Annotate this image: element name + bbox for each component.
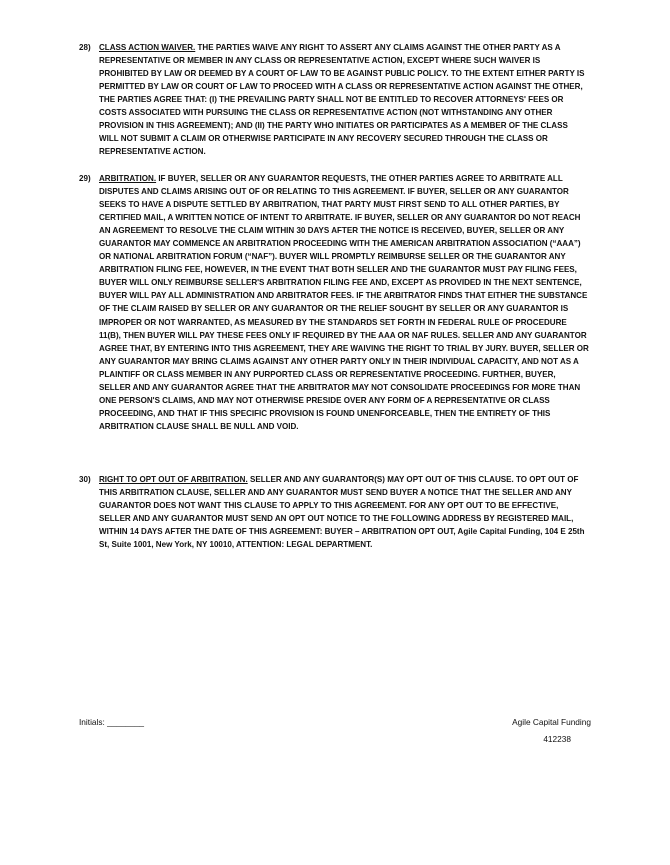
- clause-text: IF BUYER, SELLER OR ANY GUARANTOR REQUESTS, THE OTHER PARTIES AGREE TO ARBITRATE ALL DISPUTES AND CLAIMS ARISING OUT OF OR RELATING TO THIS AGREEMENT. IF BUYER, SELLER OR ANY GUARANTOR SEEKS TO HAVE A DISPUTE SETTLED BY ARBITRATION, THAT PARTY MUST FIRST SEND TO ALL OTHER PARTIES, BY CERTIFIED MAIL, A WRITTEN NOTICE OF INTENT TO ARBITRATE. IF BUYER, SELLER OR ANY GUARANTOR DO NOT REACH AN AGREEMENT TO RESOLVE THE CLAIM WITHIN 30 DAYS AFTER THE NOTICE IS RECEIVED, BUYER, SELLER OR ANY GUARANTOR MAY COMMENCE AN ARBITRATION PROCEEDING WITH THE AMERICAN ARBITRATION ASSOCIATION (“AAA”) OR NATIONAL ARBITRATION FORUM (“NAF”). BUYER WILL PROMPTLY REIMBURSE SELLER OR THE GUARANTOR ANY ARBITRATION FILING FEE, HOWEVER, IN THE EVENT THAT BOTH SELLER AND THE GUARANTOR MUST PAY FILING FEES, BUYER WILL ONLY REIMBURSE SELLER'S ARBITRATION FILING FEE AND, EXCEPT AS PROVIDED IN THE NEXT SENTENCE, BUYER WILL PAY ALL ADMINISTRATION AND ARBITRATOR FEES. IF THE ARBITRATOR FINDS THAT EITHER THE SUBSTANCE OF THE CLAIM RAISED BY SELLER OR ANY GUARANTOR OR THE RELIEF SOUGHT BY SELLER OR ANY GUARANTOR IS IMPROPER OR NOT WARRANTED, AS MEASURED BY THE STANDARDS SET FORTH IN FEDERAL RULE OF PROCEDURE 11(B), THEN BUYER WILL PAY THESE FEES ONLY IF REQUIRED BY THE AAA OR NAF RULES. SELLER AND ANY GUARANTOR AGREE THAT, BY ENTERING INTO THIS AGREEMENT, THEY ARE WAIVING THE RIGHT TO TRIAL BY JURY. BUYER, SELLER OR ANY GUARANTOR MAY BRING CLAIMS AGAINST ANY OTHER PARTY ONLY IN THEIR INDIVIDUAL CAPACITY, AND NOT AS A PLAINTIFF OR CLASS MEMBER IN ANY PURPORTED CLASS OR REPRESENTATIVE PROCEEDING. FURTHER, BUYER, SELLER AND ANY GUARANTOR AGREE THAT THE ARBITRATOR MAY NOT CONSOLIDATE PROCEEDINGS FOR MORE THAN ONE PERSON'S CLAIMS, AND MAY NOT OTHERWISE PRESIDE OVER ANY FORM OF A REPRESENTATIVE OR CLASS PROCEEDING, AND THAT IF THIS SPECIFIC PROVISION IS FOUND UNENFORCEABLE, THEN THE ENTIRETY OF THIS ARBITRATION CLAUSE SHALL BE NULL AND VOID.: [99, 174, 589, 431]
- clause-number: 29): [79, 174, 91, 183]
- clause-28: [79, 41, 589, 158]
- company-name: Agile Capital Funding: [512, 717, 591, 727]
- clause-body: [99, 41, 589, 158]
- clause-text: THE PARTIES WAIVE ANY RIGHT TO ASSERT ANY CLAIMS AGAINST THE OTHER PARTY AS A REPRESENTATIVE OR MEMBER IN ANY CLASS OR REPRESENTATIVE ACTION, EXCEPT WHERE SUCH WAIVER IS PROHIBITED BY LAW OR DEEMED BY A COURT OF LAW TO BE AGAINST PUBLIC POLICY. TO THE EXTENT EITHER PARTY IS PERMITTED BY LAW OR COURT OF LAW TO PROCEED WITH A CLASS OR REPRESENTATIVE ACTION AGAINST THE OTHER, THE PARTIES AGREE THAT: (I) THE PREVAILING PARTY SHALL NOT BE ENTITLED TO RECOVER ATTORNEYS' FEES OR COSTS ASSOCIATED WITH PURSUING THE CLASS OR REPRESENTATIVE ACTION (NOT WITHSTANDING ANY OTHER PROVISION IN THIS AGREEMENT); AND (II) THE PARTY WHO INITIATES OR PARTICIPATES AS A MEMBER OF THE CLASS WILL NOT SUBMIT A CLAIM OR OTHERWISE PARTICIPATE IN ANY RECOVERY SECURED THROUGH THE CLASS OR REPRESENTATIVE ACTION.: [99, 43, 585, 157]
- clause-text: SELLER AND ANY GUARANTOR(S) MAY OPT OUT OF THIS CLAUSE. TO OPT OUT OF THIS ARBITRATION CLAUSE, SELLER AND ANY GUARANTOR MUST SEND BUYER A NOTICE THAT THE SELLER AND ANY GUARANTOR DOES NOT WANT THIS CLAUSE TO APPLY TO THIS AGREEMENT. FOR ANY OPT OUT TO BE EFFECTIVE, SELLER AND ANY GUARANTOR MUST SEND AN OPT OUT NOTICE TO THE FOLLOWING ADDRESS BY REGISTERED MAIL, WITHIN 14 DAYS AFTER THE DATE OF THIS AGREEMENT: BUYER – ARBITRATION OPT OUT, Agile Capital Funding, 104 E 25th St, Suite 1001, New York, NY 10010, ATTENTION: LEGAL DEPARTMENT.: [99, 475, 585, 550]
- clause-title: ARBITRATION.: [99, 174, 157, 183]
- clause-30: [79, 473, 589, 551]
- clause-body: [99, 473, 589, 551]
- clause-number: 28): [79, 43, 91, 52]
- clause-29: [79, 172, 589, 433]
- clause-title: RIGHT TO OPT OUT OF ARBITRATION.: [99, 475, 248, 484]
- initials-line: Initials: ________: [79, 717, 145, 727]
- clause-title: CLASS ACTION WAIVER.: [99, 43, 196, 52]
- clause-body: [99, 172, 589, 433]
- document-id: 412238: [543, 734, 571, 744]
- clause-number: 30): [79, 475, 91, 484]
